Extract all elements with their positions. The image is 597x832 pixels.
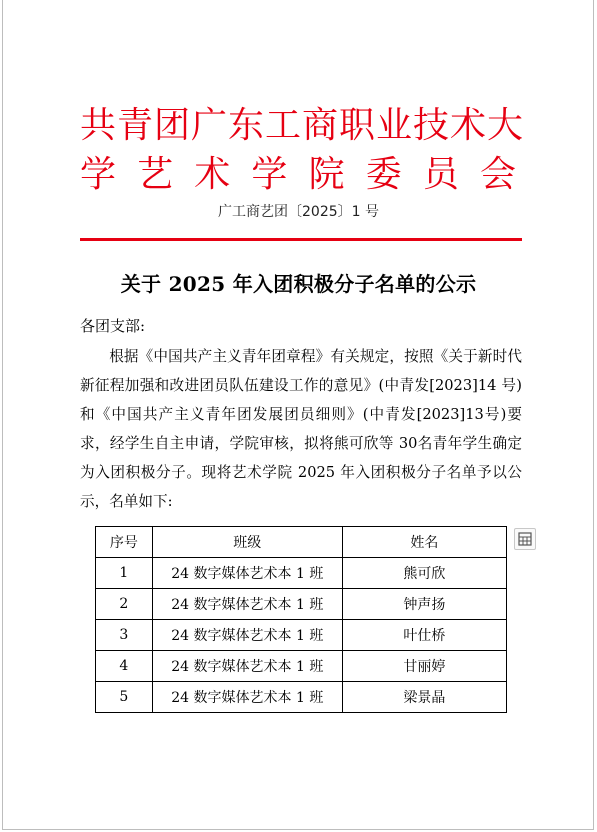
header-cell-class: 班级 <box>152 527 342 558</box>
red-separator-rule <box>80 238 522 241</box>
cell-class: 24 数字媒体艺术本 1 班 <box>152 651 342 682</box>
table-grid-icon-glyph <box>515 529 535 549</box>
body-paragraph: 根据《中国共产主义青年团章程》有关规定，按照《关于新时代新征程加强和改进团员队伍建设工作的意见》(中青发[2023]14 号)和《中国共产主义青年团发展团员细则》(中青发[2023]13号)要求，经学生自主申请，学院审核，拟将熊可欣等 30名青年学生确定为入团积极分子。现将艺术学院 2025 年入团积极分子名单予以公示，名单如下: <box>80 348 522 510</box>
table-header-row <box>96 527 507 558</box>
document-title: 关于 2025 年入团积极分子名单的公示 <box>120 272 477 296</box>
salutation: 各团支部: <box>80 317 146 335</box>
table-grid-icon[interactable] <box>514 528 536 550</box>
cell-name: 甘丽婷 <box>342 651 506 682</box>
table-row <box>96 620 507 651</box>
cell-class: 24 数字媒体艺术本 1 班 <box>152 620 342 651</box>
cell-number: 4 <box>96 651 153 682</box>
table-row <box>96 558 507 589</box>
cell-number: 5 <box>96 682 153 713</box>
table-row <box>96 682 507 713</box>
roster-table <box>95 526 507 713</box>
cell-class: 24 数字媒体艺术本 1 班 <box>152 589 342 620</box>
table-row <box>96 589 507 620</box>
cell-number: 2 <box>96 589 153 620</box>
document-number: 广工商艺团〔2025〕1 号 <box>218 204 379 220</box>
cell-name: 钟声扬 <box>342 589 506 620</box>
cell-name: 叶仕桥 <box>342 620 506 651</box>
cell-name: 梁景晶 <box>342 682 506 713</box>
cell-class: 24 数字媒体艺术本 1 班 <box>152 682 342 713</box>
issuer-header-line-2: 学艺术学院委员会 <box>80 154 517 195</box>
header-cell-name: 姓名 <box>342 527 506 558</box>
cell-number: 3 <box>96 620 153 651</box>
issuer-header-line-1: 共青团广东工商职业技术大 <box>80 105 525 146</box>
cell-class: 24 数字媒体艺术本 1 班 <box>152 558 342 589</box>
cell-name: 熊可欣 <box>342 558 506 589</box>
table-row <box>96 651 507 682</box>
cell-number: 1 <box>96 558 153 589</box>
header-cell-number: 序号 <box>96 527 153 558</box>
